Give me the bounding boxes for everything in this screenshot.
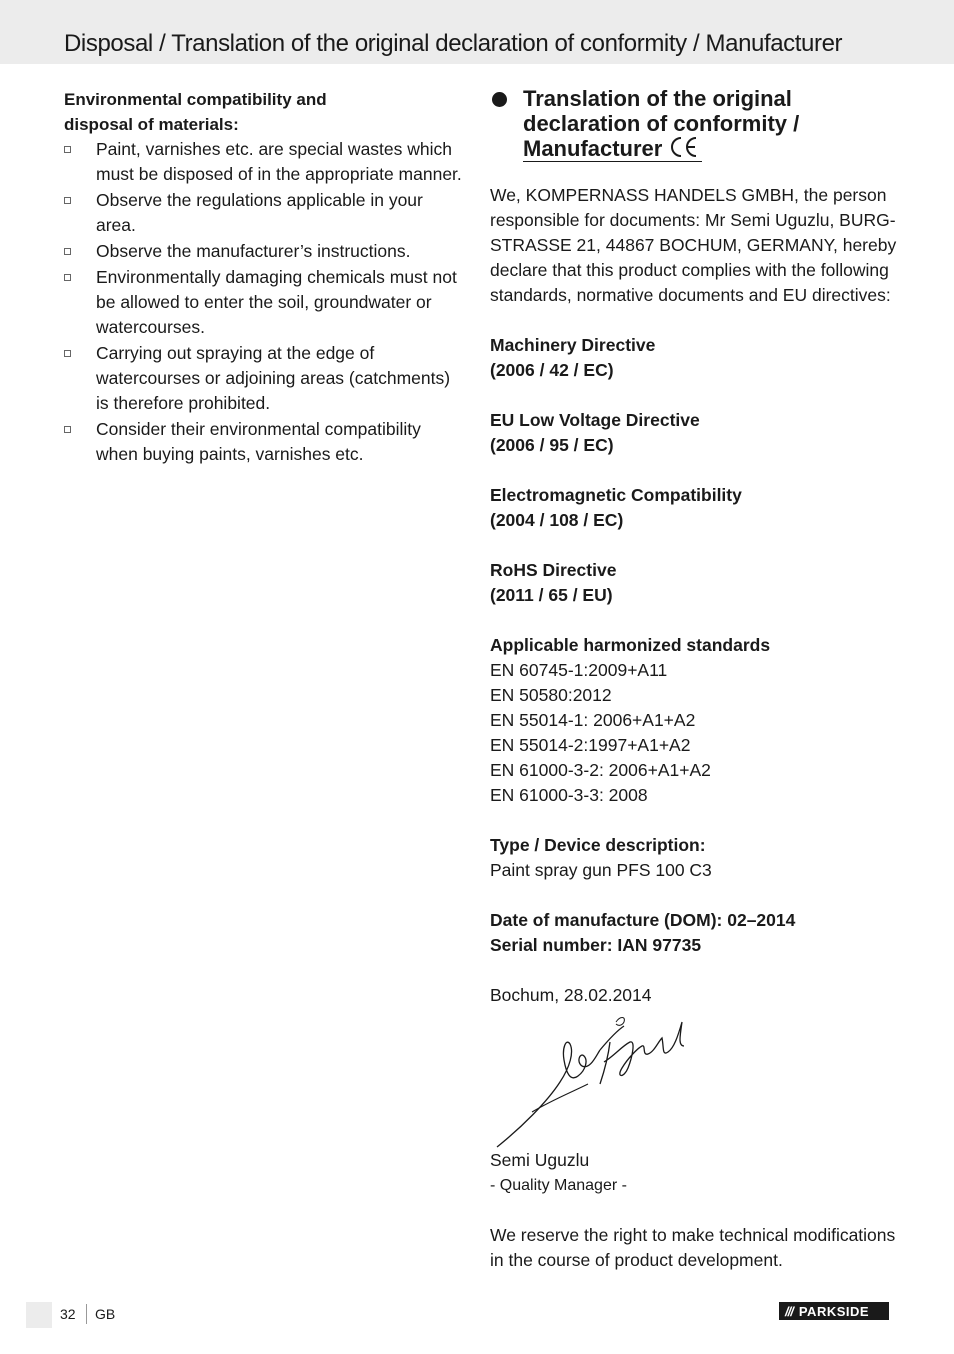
environment-heading-line1: Environmental compatibility and — [64, 90, 327, 109]
page-title: Disposal / Translation of the original declaration of conformity / Manufacturer — [64, 30, 843, 57]
header-bar — [0, 0, 954, 64]
language-code: GB — [95, 1306, 116, 1322]
directive-code: (2006 / 42 / EC) — [490, 360, 614, 380]
list-item-text: Consider their environmental compatibility when buying paints, varnishes etc. — [96, 419, 421, 464]
environment-section — [64, 87, 464, 468]
environment-heading — [64, 87, 464, 137]
square-bullet-icon — [64, 248, 71, 255]
square-bullet-icon — [64, 426, 71, 433]
signer-title: - Quality Manager - — [490, 1177, 627, 1194]
environment-heading-line2: disposal of materials: — [64, 115, 239, 134]
signer-name: Semi Uguzlu — [490, 1150, 590, 1170]
standard-item: EN 50580:2012 — [490, 685, 612, 705]
standard-item: EN 61000-3-2: 2006+A1+A2 — [490, 760, 711, 780]
directive-code: (2004 / 108 / EC) — [490, 510, 624, 530]
directive-code: (2006 / 95 / EC) — [490, 435, 614, 455]
footer-divider — [86, 1304, 87, 1324]
standard-item: EN 55014-1: 2006+A1+A2 — [490, 710, 696, 730]
date-of-manufacture: Date of manufacture (DOM): 02–2014 — [490, 910, 796, 930]
list-item-text: Environmentally damaging chemicals must not be allowed to enter the soil, groundwater or watercourses. — [96, 267, 457, 337]
directive-code: (2011 / 65 / EU) — [490, 585, 613, 605]
environment-list — [64, 137, 464, 467]
ce-mark-icon — [668, 136, 698, 158]
standards-heading: Applicable harmonized standards — [490, 635, 771, 655]
brand-stripes: /// — [785, 1303, 793, 1319]
list-item — [64, 265, 464, 340]
declaration-heading — [490, 86, 900, 162]
page-number: 32 — [60, 1306, 76, 1322]
list-item — [64, 341, 464, 416]
serial-number: Serial number: IAN 97735 — [490, 935, 702, 955]
list-item — [64, 188, 464, 238]
brand-logo — [779, 1302, 889, 1320]
list-item-text: Observe the regulations applicable in your area. — [96, 190, 423, 235]
closing-note: We reserve the right to make technical modifications in the course of product development. — [490, 1225, 896, 1270]
directive-name: EU Low Voltage Directive — [490, 410, 700, 430]
list-item — [64, 137, 464, 187]
bullet-dot-icon — [492, 92, 507, 107]
square-bullet-icon — [64, 146, 71, 153]
directive-name: Electromagnetic Compatibility — [490, 485, 742, 505]
square-bullet-icon — [64, 197, 71, 204]
standard-item: EN 60745-1:2009+A11 — [490, 660, 668, 680]
signature-image — [492, 1012, 692, 1152]
declaration-heading-line3: Manufacturer — [523, 136, 663, 161]
type-heading: Type / Device description: — [490, 835, 706, 855]
place-date: Bochum, 28.02.2014 — [490, 985, 652, 1005]
list-item — [64, 417, 464, 467]
list-item — [64, 239, 464, 264]
list-item-text: Carrying out spraying at the edge of watercourses or adjoining areas (catchments) is therefore prohibited. — [96, 343, 451, 413]
directive-name: RoHS Directive — [490, 560, 617, 580]
declaration-intro: We, KOMPERNASS HANDELS GMBH, the person responsible for documents: Mr Semi Uguzlu, BURG-STRASSE 21, 44867 BOCHUM, GERMANY, hereby declare that this product complies with the following standards, normative documents and EU directives: — [490, 185, 897, 305]
standard-item: EN 61000-3-3: 2008 — [490, 785, 648, 805]
declaration-heading-line2: declaration of conformity / — [523, 111, 800, 136]
directive-name: Machinery Directive — [490, 335, 656, 355]
declaration-section — [490, 86, 900, 1273]
page-number-box — [26, 1302, 52, 1328]
list-item-text: Paint, varnishes etc. are special wastes which must be disposed of in the appropriate manner. — [96, 139, 462, 184]
square-bullet-icon — [64, 350, 71, 357]
brand-name: PARKSIDE — [798, 1303, 870, 1319]
list-item-text: Observe the manufacturer’s instructions. — [96, 241, 411, 261]
standard-item: EN 55014-2:1997+A1+A2 — [490, 735, 691, 755]
declaration-heading-line1: Translation of the original — [523, 86, 792, 111]
square-bullet-icon — [64, 274, 71, 281]
type-value: Paint spray gun PFS 100 C3 — [490, 860, 712, 880]
